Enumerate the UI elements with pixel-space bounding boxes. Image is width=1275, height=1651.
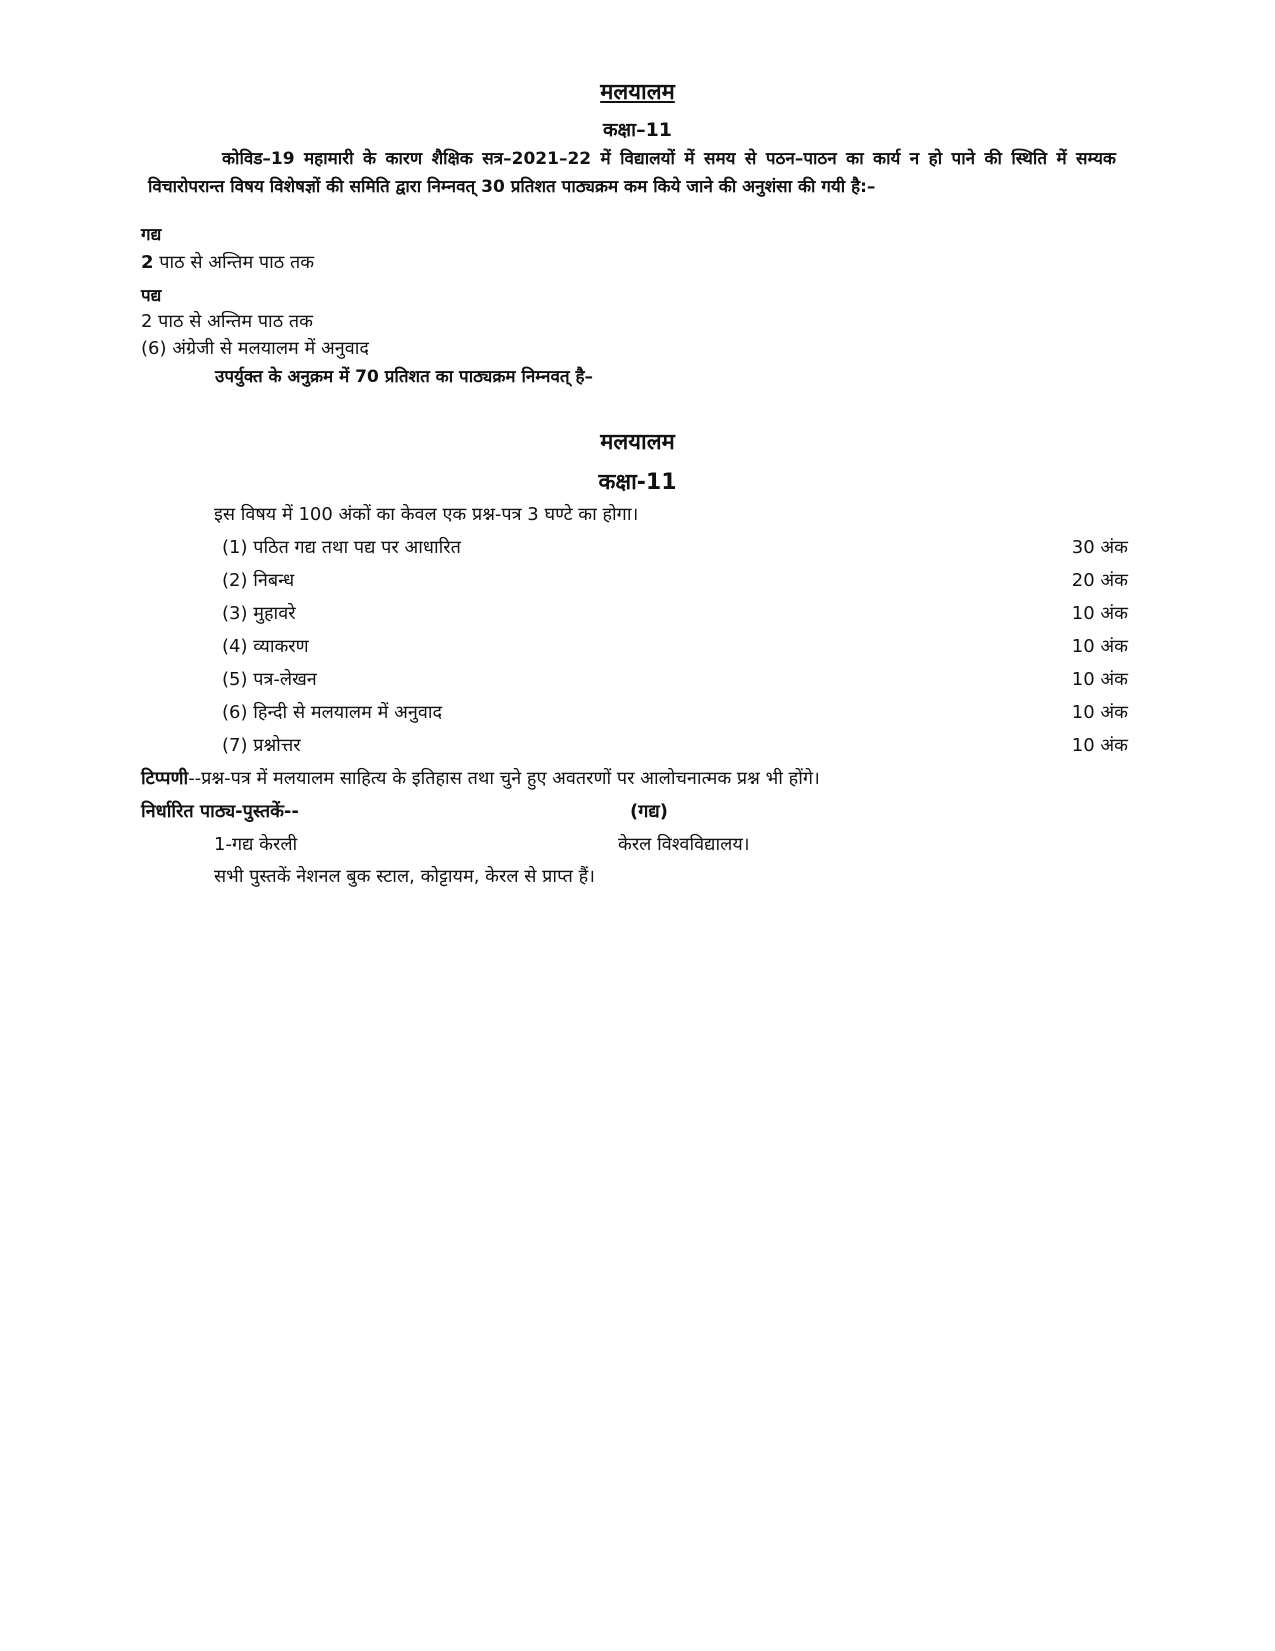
marks-row-value: 30 अंक	[1071, 537, 1128, 558]
marks-row	[222, 568, 1128, 598]
books-heading: निर्धारित पाठ्य-पुस्तकें--	[141, 801, 299, 822]
marks-row-label: (2) निबन्ध	[222, 570, 295, 591]
marks-row-value: 10 अंक	[1071, 702, 1128, 723]
section1-class: कक्षा–11	[602, 119, 673, 141]
marks-row	[222, 535, 1128, 565]
marks-row	[222, 601, 1128, 631]
marks-row-label: (3) मुहावरे	[222, 603, 296, 624]
section1-title: मलयालम	[600, 80, 675, 105]
note-label: टिप्पणी	[141, 768, 189, 789]
availability-note: सभी पुस्तकें नेशनल बुक स्टाल, कोट्टायम, केरल से प्राप्त हैं।	[214, 866, 595, 887]
gadya-text: पाठ से अन्तिम पाठ तक	[159, 252, 315, 273]
section2-class: कक्षा-11	[598, 470, 677, 495]
gadya-number: 2	[141, 252, 154, 273]
note-line	[141, 766, 820, 790]
marks-row-label: (7) प्रश्नोत्तर	[222, 735, 301, 756]
marks-row	[222, 667, 1128, 697]
marks-row-label: (1) पठित गद्य तथा पद्य पर आधारित	[222, 537, 461, 558]
marks-row-value: 10 अंक	[1071, 669, 1128, 690]
translation-item: (6) अंग्रेजी से मलयालम में अनुवाद	[141, 338, 369, 359]
section1-closing: उपर्युक्त के अनुक्रम में 70 प्रतिशत का पाठ्यक्रम निम्नवत् है–	[215, 367, 594, 387]
marks-row-value: 20 अंक	[1071, 570, 1128, 591]
book-name: 1-गद्य केरली	[214, 834, 298, 855]
marks-row-label: (4) व्याकरण	[222, 636, 309, 657]
gadya-line	[141, 250, 314, 274]
section1-paragraph-text: कोविड–19 महामारी के कारण शैक्षिक सत्र–2021–22 में विद्यालयों में समय से पठन–पाठन का कार्य न हो पाने की स्थिति में सम्यक विचारोपरान्त विषय विशेषज्ञों की समिति द्वारा निम्नवत् 30 प्रतिशत पाठ्यक्रम कम किये जाने की अनुशंसा की गयी है:–	[148, 149, 1116, 197]
marks-row	[222, 634, 1128, 664]
marks-row-value: 10 अंक	[1071, 636, 1128, 657]
marks-row-label: (6) हिन्दी से मलयालम में अनुवाद	[222, 702, 443, 723]
books-category: (गद्य)	[630, 801, 668, 822]
padya-heading: पद्य	[141, 286, 162, 306]
section1-paragraph	[148, 145, 1116, 201]
marks-row-value: 10 अंक	[1071, 603, 1128, 624]
padya-line: 2 पाठ से अन्तिम पाठ तक	[141, 311, 313, 332]
section2-title: मलयालम	[600, 430, 675, 455]
note-text: --प्रश्न-पत्र में मलयालम साहित्य के इतिहास तथा चुने हुए अवतरणों पर आलोचनात्मक प्रश्न भी होंगे।	[188, 768, 820, 789]
marks-row-value: 10 अंक	[1071, 735, 1128, 756]
book-publisher: केरल विश्वविद्यालय।	[618, 834, 750, 855]
marks-row	[222, 700, 1128, 730]
gadya-heading: गद्य	[141, 225, 162, 245]
marks-row	[222, 733, 1128, 763]
marks-row-label: (5) पत्र-लेखन	[222, 669, 317, 690]
exam-intro: इस विषय में 100 अंकों का केवल एक प्रश्न-पत्र 3 घण्टे का होगा।	[214, 504, 639, 525]
